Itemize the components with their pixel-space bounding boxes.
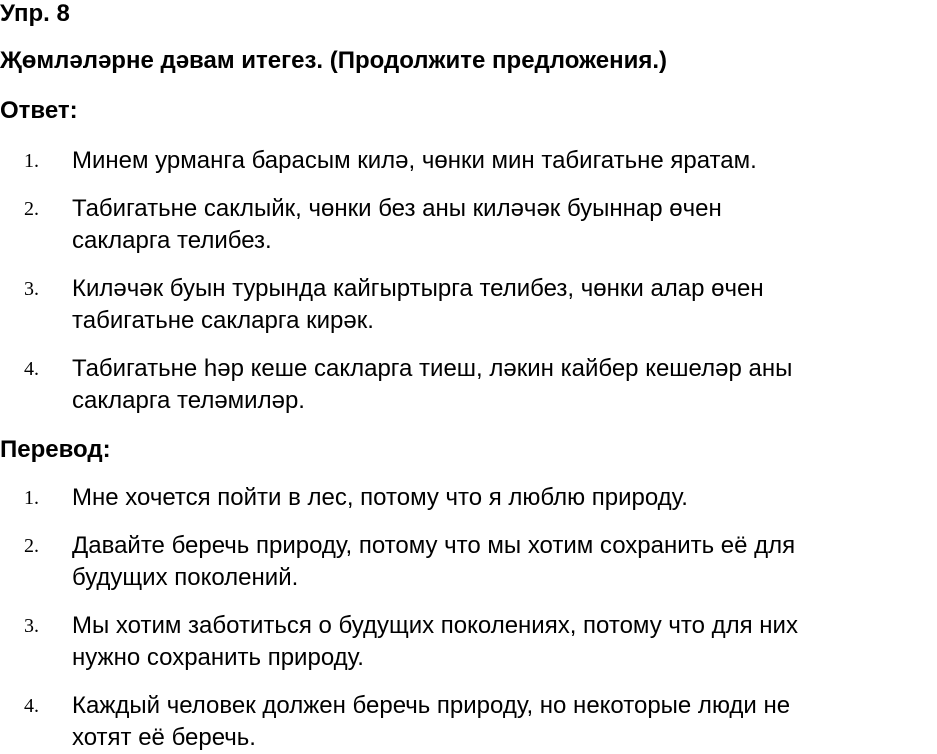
list-item-text: Каждый человек должен беречь природу, но некоторые люди не хотят её беречь. — [72, 692, 791, 751]
list-item-text: Киләчәк буын турында кайгыртырга телибез, чөнки алар өчен табигатьне сакларга кирәк. — [72, 275, 764, 334]
list-item-number: 4. — [24, 358, 39, 380]
list-item-number: 1. — [24, 487, 39, 509]
list-item-number: 4. — [24, 695, 39, 717]
answer-heading: Ответ: — [0, 97, 78, 124]
list-item-number: 2. — [24, 198, 39, 220]
list-item-text: Табигатьне һәр кеше сакларга тиеш, ләкин кайбер кешеләр аны сакларга теләмиләр. — [72, 355, 793, 414]
list-item-text: Минем урманга барасым килә, чөнки мин табигатьне яратам. — [72, 147, 757, 174]
list-item-number: 1. — [24, 150, 39, 172]
list-item-number: 2. — [24, 535, 39, 557]
list-item-number: 3. — [24, 278, 39, 300]
list-item-text: Мы хотим заботиться о будущих поколениях, потому что для них нужно сохранить природу. — [72, 612, 798, 671]
list-item-text: Давайте беречь природу, потому что мы хотим сохранить её для будущих поколений. — [72, 532, 796, 591]
list-item-text: Мне хочется пойти в лес, потому что я люблю природу. — [72, 484, 688, 511]
exercise-title: Упр. 8 — [0, 0, 70, 27]
list-item-text: Табигатьне саклыйк, чөнки без аны киләчәк буыннар өчен сакларга телибез. — [72, 195, 722, 254]
exercise-instruction: Җөмләләрне дәвам итегез. (Продолжите предложения.) — [0, 47, 668, 74]
translation-heading: Перевод: — [0, 436, 111, 463]
list-item-number: 3. — [24, 615, 39, 637]
